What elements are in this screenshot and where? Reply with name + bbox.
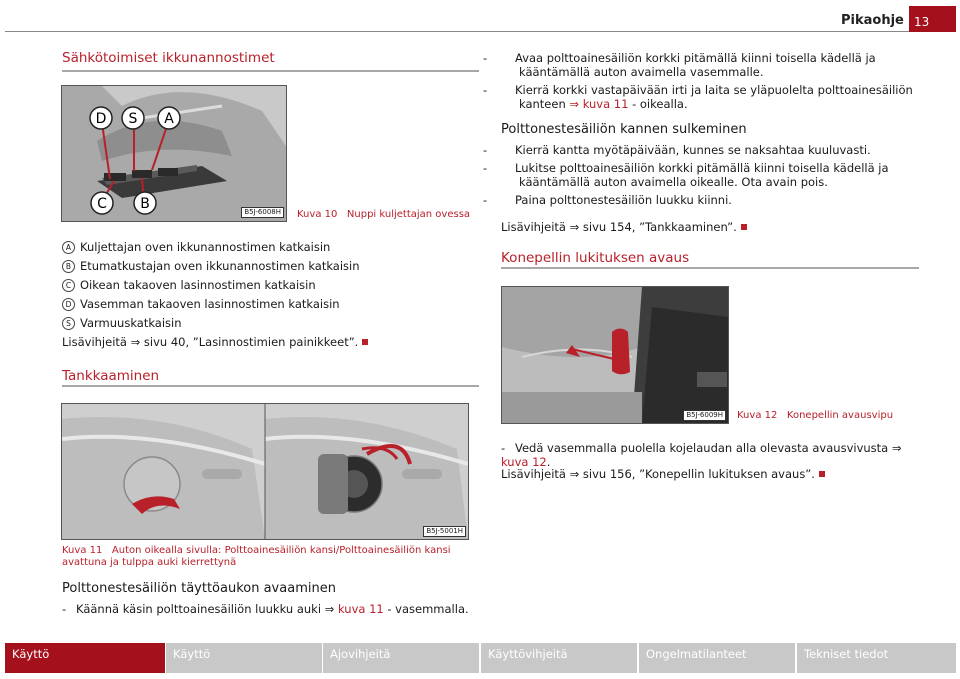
list-item: - Paina polttonestesäiliön luukku kiinni.	[483, 193, 732, 207]
fuel-flap-illustration	[62, 404, 468, 539]
end-marker-icon	[362, 339, 368, 345]
door-panel-illustration	[62, 86, 286, 221]
open-fuel-step: - Käännä käsin polttoainesäiliön luukku auki ⇒ kuva 11 - vasemmalla.	[62, 602, 469, 616]
figure-code: B5J-5001H	[423, 526, 466, 537]
end-marker-icon	[741, 224, 747, 230]
list-item: - Avaa polttoainesäiliön korkki pitämällä kiinni toisella kädellä ja kääntämällä auton avaimella vasemmalle.	[483, 51, 876, 79]
section-title-hood: Konepellin lukituksen avaus	[501, 250, 690, 266]
figure-code: B5J-6008H	[241, 207, 284, 218]
legend-list	[62, 240, 482, 354]
nav-tab-ongelmatilanteet[interactable]: Ongelmatilanteet	[639, 643, 795, 673]
close-fuel-steps	[483, 143, 921, 207]
legend-item: D Vasemman takaoven lasinnostimen katkaisin	[62, 297, 482, 316]
header-rule	[5, 31, 909, 32]
label-b: B	[140, 196, 150, 212]
nav-tab-kayttovihjeita[interactable]: Käyttövihjeitä	[481, 643, 637, 673]
nav-tab-kaytto-active[interactable]: Käyttö	[5, 643, 165, 673]
list-item: - Lukitse polttoainesäiliön korkki pitämällä kiinni toisella kädellä ja kääntämällä auton avaimella oikealle. Ota avain pois.	[483, 161, 889, 189]
figure-12-hood-release	[501, 286, 729, 424]
close-fuel-heading: Polttonestesäiliön kannen sulkeminen	[501, 122, 747, 137]
label-s: S	[128, 111, 138, 127]
link-kuva-11[interactable]: ⇒ kuva 11	[569, 97, 629, 111]
figure-10-window-switches	[61, 85, 287, 222]
refuel-steps	[483, 51, 921, 111]
label-d: D	[95, 111, 107, 127]
link-kuva-12[interactable]: kuva 12	[501, 455, 547, 469]
hood-reference[interactable]: Lisävihjeitä ⇒ sivu 156, ”Konepellin lukituksen avaus”.	[501, 467, 825, 481]
legend-item: A Kuljettajan oven ikkunannostimen katkaisin	[62, 240, 482, 259]
nav-tab-kaytto[interactable]: Käyttö	[166, 643, 322, 673]
label-c: C	[97, 196, 107, 212]
figure-12-caption: Kuva 12 Konepellin avausvipu	[737, 410, 894, 421]
section-rule	[62, 385, 479, 387]
link-kuva-11[interactable]: kuva 11	[337, 602, 384, 616]
figure-11-caption: Kuva 11 Auton oikealla sivulla: Polttoainesäiliön kansi/Polttoainesäiliön kansi avattuna ja tulppa auki kierrettynä	[62, 545, 451, 568]
legend-item: B Etumatkustajan oven ikkunannostimen katkaisin	[62, 259, 482, 278]
section-rule	[501, 267, 919, 269]
header-section: Pikaohje	[841, 13, 904, 28]
nav-tab-tekniset-tiedot[interactable]: Tekniset tiedot	[797, 643, 956, 673]
hood-step: - Vedä vasemmalla puolella kojelaudan alla olevasta avausvivusta ⇒ kuva 12.	[501, 441, 902, 469]
nav-tab-ajovihjeita[interactable]: Ajovihjeitä	[323, 643, 479, 673]
section-rule	[62, 70, 479, 72]
cross-reference[interactable]: Lisävihjeitä ⇒ sivu 40, ”Lasinnostimien painikkeet”.	[62, 335, 482, 354]
end-marker-icon	[819, 471, 825, 477]
legend-item: C Oikean takaoven lasinnostimen katkaisin	[62, 278, 482, 297]
close-fuel-reference[interactable]: Lisävihjeitä ⇒ sivu 154, ”Tankkaaminen”.	[501, 220, 747, 234]
section-title-windows: Sähkötoimiset ikkunannostimet	[62, 50, 275, 66]
label-a: A	[164, 111, 174, 127]
section-title-refuel: Tankkaaminen	[62, 368, 160, 384]
list-item: - Kierrä kantta myötäpäivään, kunnes se naksahtaa kuuluvasti.	[483, 143, 871, 157]
legend-item: S Varmuuskatkaisin	[62, 316, 482, 335]
figure-11-fuel-flap	[61, 403, 469, 540]
list-item: - Kierrä korkki vastapäivään irti ja laita se yläpuolelta polttoainesäiliön kanteen ⇒ kuva 11 - oikealla.	[483, 83, 913, 111]
open-fuel-heading: Polttonestesäiliön täyttöaukon avaaminen	[62, 581, 336, 596]
page-number: 13	[909, 6, 956, 32]
figure-code: B5J-6009H	[683, 410, 726, 421]
hood-lever-illustration	[502, 287, 728, 423]
figure-10-caption: Kuva 10 Nuppi kuljettajan ovessa	[297, 209, 471, 220]
